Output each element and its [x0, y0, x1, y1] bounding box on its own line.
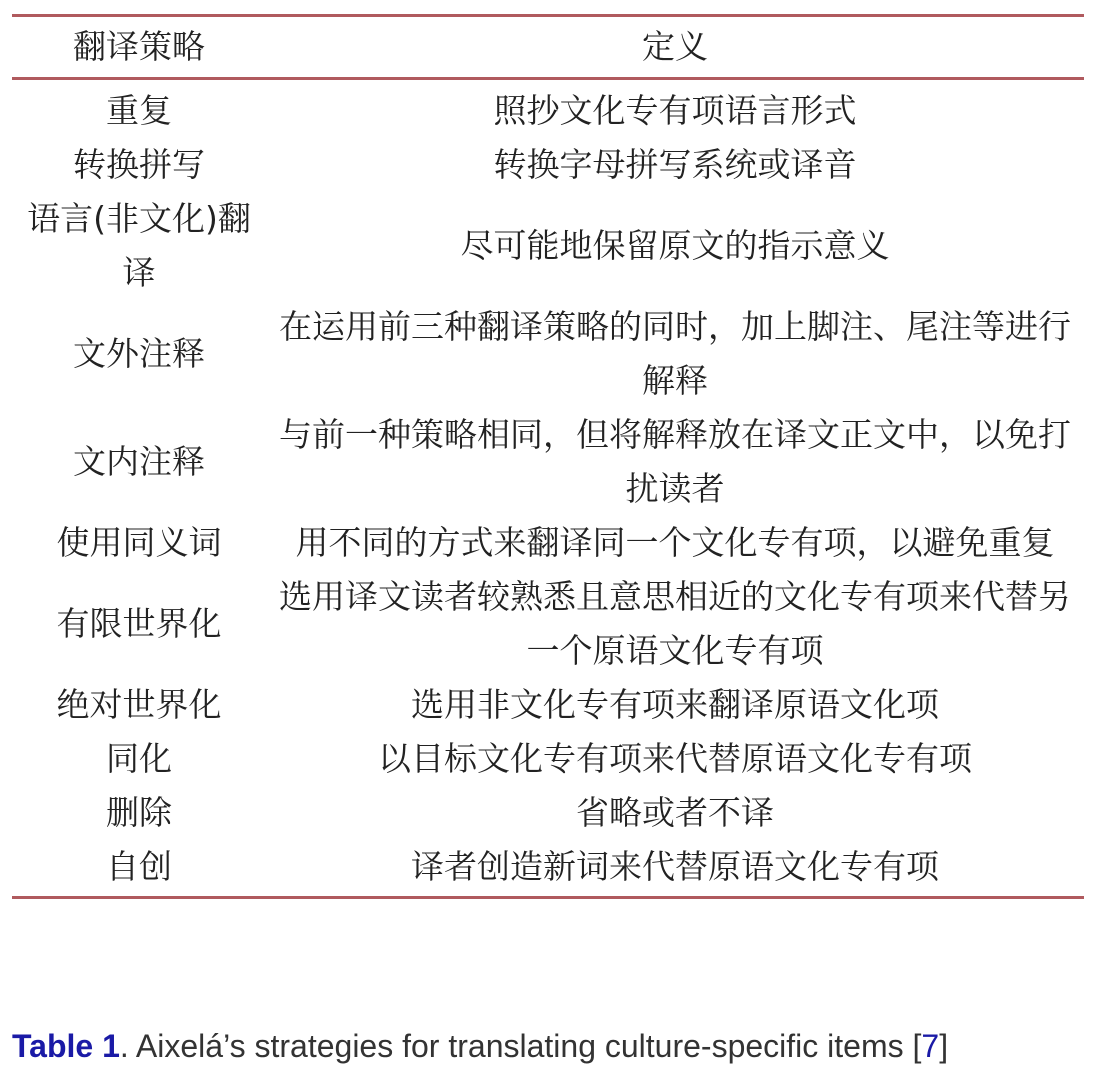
- table-row: [12, 192, 1084, 300]
- table-row: [12, 408, 1084, 516]
- table-row: [12, 732, 1084, 786]
- cell-strategy: 重复: [106, 91, 172, 130]
- table-row: [12, 79, 1084, 139]
- table-row: [12, 138, 1084, 192]
- cell-definition: 在运用前三种翻译策略的同时，加上脚注、尾注等进行解释: [279, 307, 1071, 400]
- cell-strategy: 使用同义词: [56, 523, 222, 562]
- cell-definition: 选用非文化专有项来翻译原语文化项: [411, 685, 939, 724]
- cell-strategy: 绝对世界化: [56, 685, 222, 724]
- cell-definition: 与前一种策略相同，但将解释放在译文正文中，以免打扰读者: [279, 415, 1071, 508]
- cell-definition: 转换字母拼写系统或译音: [493, 145, 857, 184]
- table-caption-closing-bracket: ]: [939, 1028, 949, 1064]
- cell-definition: 用不同的方式来翻译同一个文化专有项，以避免重复: [295, 523, 1055, 562]
- cell-definition: 尽可能地保留原文的指示意义: [460, 226, 890, 265]
- header-definition: 定义: [266, 16, 1084, 79]
- table-row: [12, 516, 1084, 570]
- cell-strategy: 自创: [12, 840, 266, 898]
- table-row: [12, 300, 1084, 408]
- cell-strategy: 同化: [106, 739, 172, 778]
- cell-strategy: 文外注释: [73, 334, 205, 373]
- cell-definition: 照抄文化专有项语言形式: [493, 91, 857, 130]
- table-caption-text: . Aixelá’s strategies for translating culture-specific items [: [119, 1028, 922, 1064]
- table-caption: [12, 1024, 1084, 1068]
- cell-definition: 选用译文读者较熟悉且意思相近的文化专有项来代替另一个原语文化专有项: [279, 577, 1071, 670]
- cell-strategy: 文内注释: [73, 442, 205, 481]
- table-row: [12, 570, 1084, 678]
- table-row: [12, 840, 1084, 898]
- cell-strategy: 有限世界化: [56, 604, 222, 643]
- table-row: [12, 786, 1084, 840]
- reference-link[interactable]: 7: [921, 1028, 940, 1064]
- cell-strategy: 语言(非文化)翻译: [27, 199, 251, 292]
- table-header-row: [12, 16, 1084, 79]
- table-caption-label-link[interactable]: Table 1: [12, 1028, 120, 1064]
- table-row: [12, 678, 1084, 732]
- cell-strategy: 转换拼写: [73, 145, 205, 184]
- cell-definition: 译者创造新词来代替原语文化专有项: [266, 840, 1084, 898]
- strategies-table: [12, 14, 1084, 899]
- cell-definition: 以目标文化专有项来代替原语文化专有项: [378, 739, 972, 778]
- cell-strategy: 删除: [106, 793, 172, 832]
- header-strategy: 翻译策略: [12, 16, 266, 79]
- strategies-table-wrap: [12, 14, 1084, 899]
- cell-definition: 省略或者不译: [576, 793, 774, 832]
